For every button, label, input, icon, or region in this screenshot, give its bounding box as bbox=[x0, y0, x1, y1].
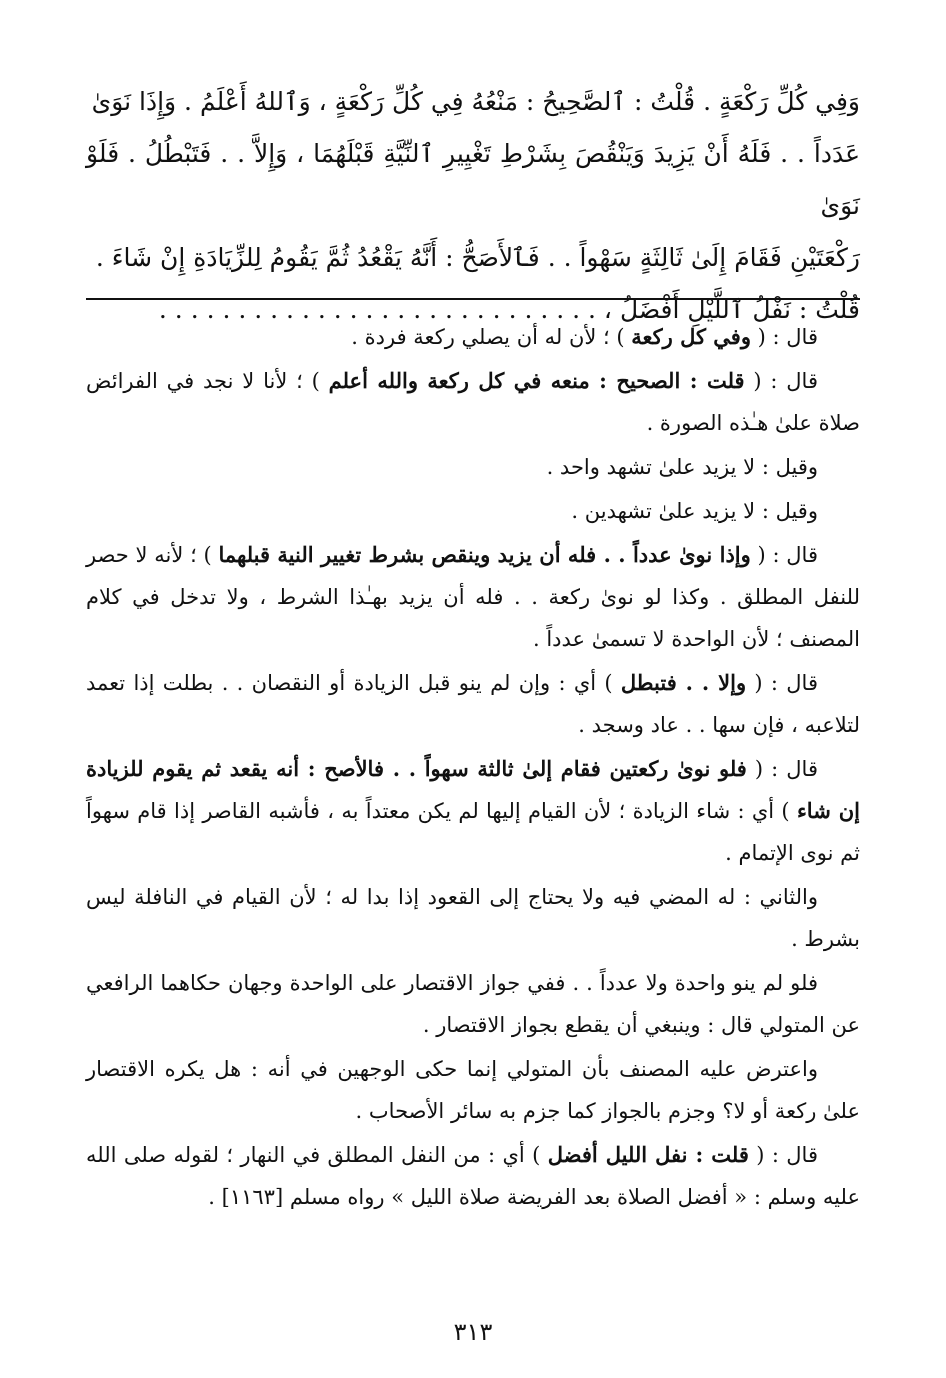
main-text-line: رَكْعَتَيْنِ فَقَامَ إِلَىٰ ثَالِثَةٍ سَهْواً . . فَٱلأَصَحُّ : أَنَّهُ يَقْعُدُ ثُمَّ يَقُومُ لِلزِّيَادَةِ إِنْ شَاءَ . bbox=[95, 243, 860, 272]
commentary-text: قال : ( bbox=[750, 543, 818, 567]
commentary-text: ) أي : شاء الزيادة ؛ لأن القيام إليها لم يكن معتداً به ، فأشبه القاصر إذا قام سهواً ثم نوى الإتمام . bbox=[86, 799, 860, 865]
commentary-paragraph bbox=[86, 962, 860, 1046]
commentary-text: قال : ( bbox=[751, 325, 818, 349]
main-text-line: وَفِي كُلِّ رَكْعَةٍ . قُلْتُ : ٱلصَّحِيحُ : مَنْعُهُ فِي كُلِّ رَكْعَةٍ ، وَٱللهُ أَعْلَمُ . وَإِذَا نَوَىٰ bbox=[91, 87, 860, 116]
commentary-text: ) ؛ لأن له أن يصلي ركعة فردة . bbox=[351, 325, 632, 349]
quoted-main-text: وإلا . . فتبطل bbox=[620, 670, 747, 695]
commentary-text: وقيل : لا يزيد علىٰ تشهدين . bbox=[571, 499, 818, 523]
commentary-paragraph bbox=[86, 534, 860, 660]
commentary-text: قال : ( bbox=[746, 671, 818, 695]
commentary-paragraph bbox=[86, 748, 860, 874]
quoted-main-text: وإذا نوىٰ عدداً . . فله أن يزيد وينقص بشرط تغيير النية قبلهما bbox=[218, 542, 751, 567]
commentary-text: قال : ( bbox=[744, 369, 818, 393]
commentary-paragraph bbox=[86, 876, 860, 960]
commentary-text: ) ؛ لأنا لا نجد في الفرائض صلاة علىٰ هـٰذه الصورة . bbox=[86, 369, 860, 435]
commentary-text: واعترض عليه المصنف بأن المتولي إنما حكى الوجهين في أنه : هل يكره الاقتصار علىٰ ركعة أو لا؟ وجزم بالجواز كما جزم به سائر الأصحاب . bbox=[86, 1057, 860, 1123]
commentary-text: قال : ( bbox=[748, 1143, 818, 1167]
commentary-paragraph bbox=[86, 316, 860, 358]
commentary-text: والثاني : له المضي فيه ولا يحتاج إلى القعود إذا بدا له ؛ لأن القيام في النافلة ليس بشرط . bbox=[86, 885, 860, 951]
quoted-main-text: قلت : الصحيح : منعه في كل ركعة والله أعلم bbox=[328, 368, 745, 393]
commentary-text: قال : ( bbox=[746, 757, 818, 781]
quoted-main-text: فلو نوىٰ ركعتين فقام إلىٰ ثالثة سهواً . . فالأصح : أنه يقعد ثم يقوم للزيادة إن شاء bbox=[86, 756, 861, 823]
commentary-paragraph bbox=[86, 446, 860, 488]
commentary-text: ) أي : من النفل المطلق في النهار ؛ لقوله صلى الله عليه وسلم : « أفضل الصلاة بعد الفريضة صلاة الليل » رواه مسلم [١١٦٣] . bbox=[86, 1143, 860, 1209]
commentary-paragraph bbox=[86, 360, 860, 444]
quoted-main-text: قلت : نفل الليل أفضل bbox=[547, 1142, 749, 1167]
commentary-paragraph bbox=[86, 1048, 860, 1132]
commentary-text: فلو لم ينو واحدة ولا عدداً . . ففي جواز الاقتصار على الواحدة وجهان حكاهما الرافعي عن المتولي قال : وينبغي أن يقطع بجواز الاقتصار . bbox=[86, 971, 860, 1037]
commentary-text: ) ؛ لأنه لا حصر للنفل المطلق . وكذا لو نوىٰ ركعة . . فله أن يزيد بهـٰذا الشرط ، ولا تدخل في كلام المصنف ؛ لأن الواحدة لا تسمىٰ عدداً . bbox=[86, 543, 860, 651]
page-number: ٣١٣ bbox=[453, 1318, 493, 1346]
quoted-main-text: وفي كل ركعة bbox=[631, 324, 751, 349]
commentary-paragraph bbox=[86, 662, 860, 746]
commentary-text: ) أي : وإن لم ينو قبل الزيادة أو النقصان . . بطلت إذا تعمد لتلاعبه ، فإن سها . . عاد وسجد . bbox=[86, 671, 860, 737]
separator-rule bbox=[86, 298, 860, 300]
commentary-paragraph bbox=[86, 490, 860, 532]
commentary-text: وقيل : لا يزيد علىٰ تشهد واحد . bbox=[546, 455, 818, 479]
commentary bbox=[86, 316, 860, 1220]
main-text bbox=[86, 76, 860, 336]
main-text-line: قُلْتُ : نَفْلُ ٱللَّيْلِ أَفْضَلُ ، . . . . . . . . . . . . . . . . . . . . . . . . . . . . bbox=[158, 295, 860, 324]
main-text-line: عَدَداً . . فَلَهُ أَنْ يَزِيدَ وَيَنْقُصَ بِشَرْطِ تَغْيِيرِ ٱلنِّيَّةِ قَبْلَهُمَا ، وَإِلاَّ . . فَتَبْطُلُ . فَلَوْ نَوَىٰ bbox=[86, 139, 860, 220]
commentary-paragraph bbox=[86, 1134, 860, 1218]
